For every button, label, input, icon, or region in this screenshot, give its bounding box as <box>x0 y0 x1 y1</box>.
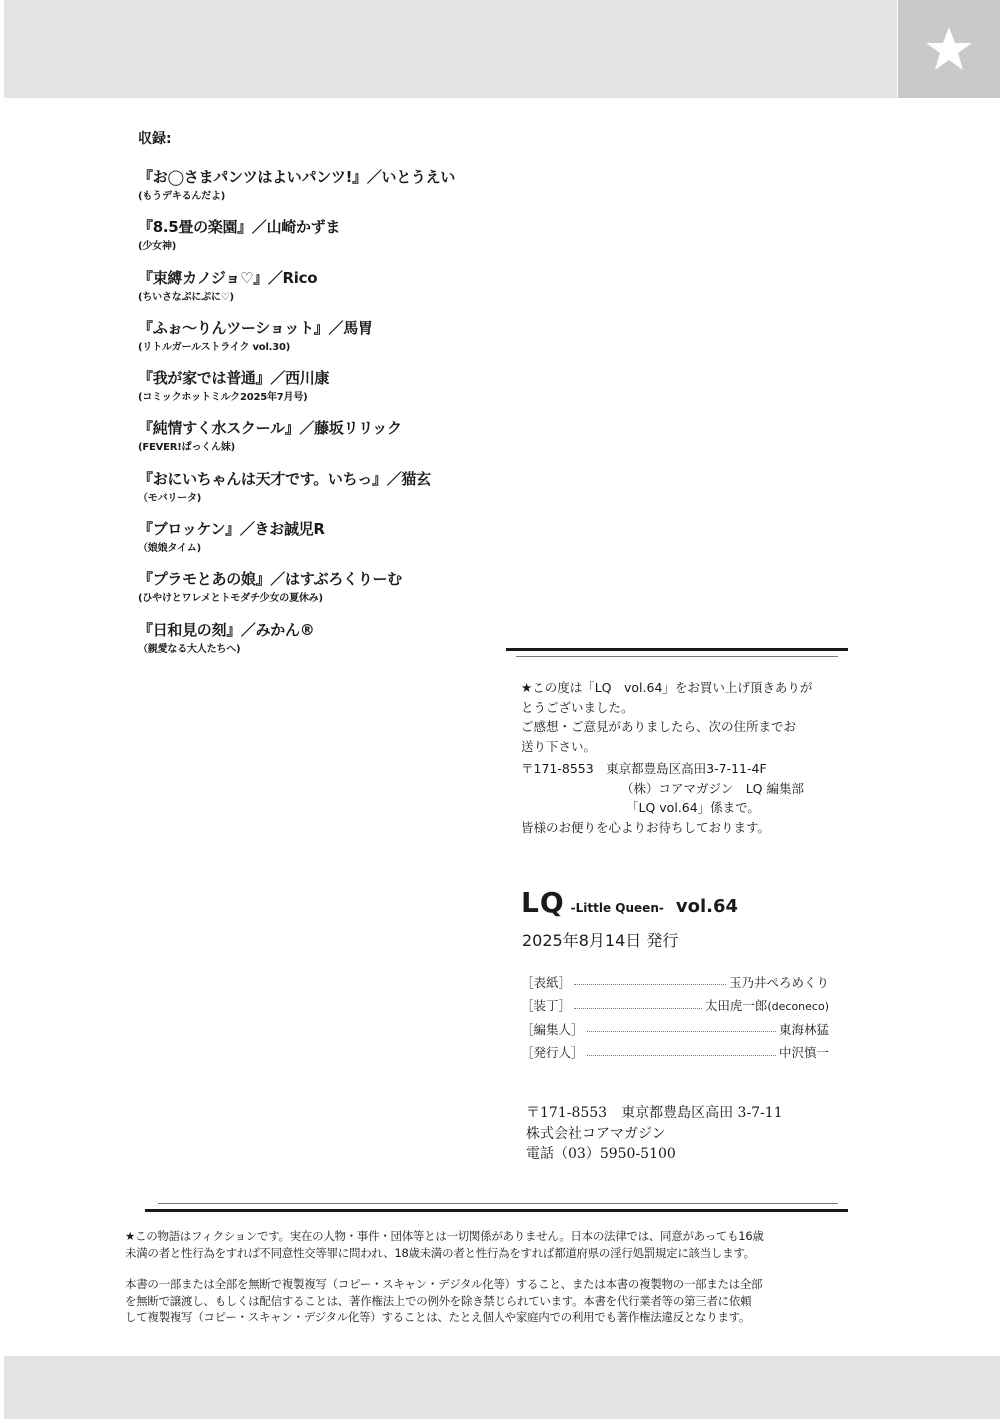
message-line: とうございました。 <box>521 699 634 715</box>
star-icon <box>925 25 973 73</box>
credit-name: 太田虎一郎 <box>704 998 768 1014</box>
leader-dots <box>587 1031 776 1032</box>
address-line: 「LQ vol.64」係まで。 <box>626 800 760 815</box>
logo-subtitle: -Little Queen- <box>570 901 664 915</box>
entry-source: （モバリータ) <box>138 492 202 504</box>
leader-dots <box>574 1008 702 1009</box>
entry-source: (ちいさなぷにぷに♡) <box>138 291 234 303</box>
credit-role: ［装丁］ <box>521 998 572 1014</box>
entry-title: 『純情すく水スクール』／藤坂リリック <box>138 419 402 438</box>
notice-line: を無断で譲渡し、もしくは配信することは、著作権法上での例外を除き禁じられています。本書を代行業者等の第三者に依頼 <box>125 1293 752 1308</box>
reader-message <box>521 678 851 837</box>
message-line: 送り下さい。 <box>521 738 597 754</box>
notice-line: して複製複写（コピー・スキャン・デジタル化等）することは、たとえ個人や家庭内での利用でも著作権法違反となります。 <box>125 1310 751 1324</box>
credit-role: ［発行人］ <box>521 1045 584 1061</box>
star-badge <box>898 0 1000 98</box>
credit-row <box>521 994 829 1018</box>
entry-source: (リトルガールストライク vol.30) <box>138 341 291 353</box>
credit-row <box>521 1017 829 1041</box>
publisher-info <box>526 1103 783 1165</box>
contents-entry <box>138 468 498 518</box>
contents-entry <box>138 417 498 467</box>
contents-entry <box>138 317 498 367</box>
credit-name: 中沢慎一 <box>778 1045 829 1061</box>
entry-title: 『おにいちゃんは天才です。いちっ』／猫玄 <box>138 469 431 488</box>
message-line: ご感想・ご意見がありましたら、次の住所までお <box>521 719 797 734</box>
header-band <box>4 0 897 98</box>
leader-dots <box>587 1055 776 1056</box>
entry-source: （親愛なる大人たちへ) <box>138 643 241 655</box>
address-line: 〒171-8553 東京都豊島区高田3-7-11-4F <box>521 761 767 776</box>
contents-entry <box>138 166 498 216</box>
entry-source: (少女神) <box>138 241 177 253</box>
contents-entry <box>138 568 498 618</box>
contents-list <box>138 128 498 669</box>
entry-title: 『お◯さまパンツはよいパンツ!』／いとうえい <box>138 168 456 186</box>
contents-entry <box>138 619 498 669</box>
credit-name: 東海林猛 <box>778 1021 829 1037</box>
credit-row <box>521 1041 829 1065</box>
contents-heading: 収録: <box>138 131 172 147</box>
publisher-phone: 電話（03）5950-5100 <box>526 1146 676 1162</box>
issue-date: 2025年8月14日 発行 <box>522 931 679 950</box>
divider <box>158 1203 838 1204</box>
credit-name: 玉乃井ぺろめくり <box>728 974 829 990</box>
contents-entry <box>138 216 498 266</box>
credit-name-group <box>705 996 829 1014</box>
contents-entry <box>138 367 498 417</box>
entry-source: (もうデキるんだよ) <box>138 191 226 202</box>
entry-source: (コミックホットミルク2025年7月号) <box>138 392 308 404</box>
divider <box>516 656 838 657</box>
notice-line: ★この物語はフィクションです。実在の人物・事件・団体等とは一切関係がありません。日本の法律では、同意があっても16歳 <box>125 1229 764 1243</box>
leader-dots <box>574 984 726 985</box>
publisher-address: 〒171-8553 東京都豊島区高田 3-7-11 <box>526 1105 783 1121</box>
entry-title: 『我が家では普通』／西川康 <box>138 369 330 388</box>
message-line: ★この度は「LQ vol.64」をお買い上げ頂きありが <box>521 680 813 695</box>
divider <box>506 648 848 651</box>
entry-source: (ひやけとワレメとトモダチ少女の夏休み) <box>138 593 323 605</box>
copyright-notice <box>125 1276 885 1326</box>
message-closing: 皆様のお便りを心よりお待ちしております。 <box>521 819 771 835</box>
entry-source: (FEVER!ぱっくん妹) <box>138 442 236 454</box>
credits-list <box>521 970 829 1064</box>
entry-title: 『8.5畳の楽園』／山崎かずま <box>138 218 341 237</box>
mail-address <box>521 759 851 818</box>
logo-title: LQ <box>521 886 565 919</box>
divider <box>145 1209 848 1212</box>
contents-entry <box>138 518 498 568</box>
entry-title: 『束縛カノジョ♡』／Rico <box>138 268 318 287</box>
volume-number: vol.64 <box>675 896 738 917</box>
entry-title: 『日和見の刻』／みかん® <box>138 620 315 639</box>
credit-note: (deconeco) <box>767 1000 829 1014</box>
credit-role: ［表紙］ <box>521 974 572 990</box>
entry-title: 『プラモとあの娘』／はすぶろくりーむ <box>138 570 402 589</box>
notice-line: 未満の者と性行為をすれば不同意性交等罪に問われ、18歳未満の者と性行為をすれば都道府県の淫行処罰規定に該当します。 <box>125 1245 755 1260</box>
footer-band <box>4 1356 1000 1419</box>
entry-title: 『ブロッケン』／きお誠児R <box>138 520 325 539</box>
fiction-notice <box>125 1228 885 1261</box>
entry-title: 『ふぉ～りんツーショット』／馬胃 <box>138 318 373 337</box>
publisher-company: 株式会社コアマガジン <box>526 1125 666 1142</box>
contents-entry <box>138 267 498 317</box>
address-line: （株）コアマガジン LQ 編集部 <box>621 780 804 796</box>
notice-line: 本書の一部または全部を無断で複製複写（コピー・スキャン・デジタル化等）すること、または本書の複製物の一部または全部 <box>125 1277 763 1291</box>
credit-row <box>521 970 829 994</box>
credit-role: ［編集人］ <box>521 1021 584 1037</box>
magazine-logo <box>521 886 738 919</box>
entry-source: （娘娘タイム) <box>138 543 201 555</box>
